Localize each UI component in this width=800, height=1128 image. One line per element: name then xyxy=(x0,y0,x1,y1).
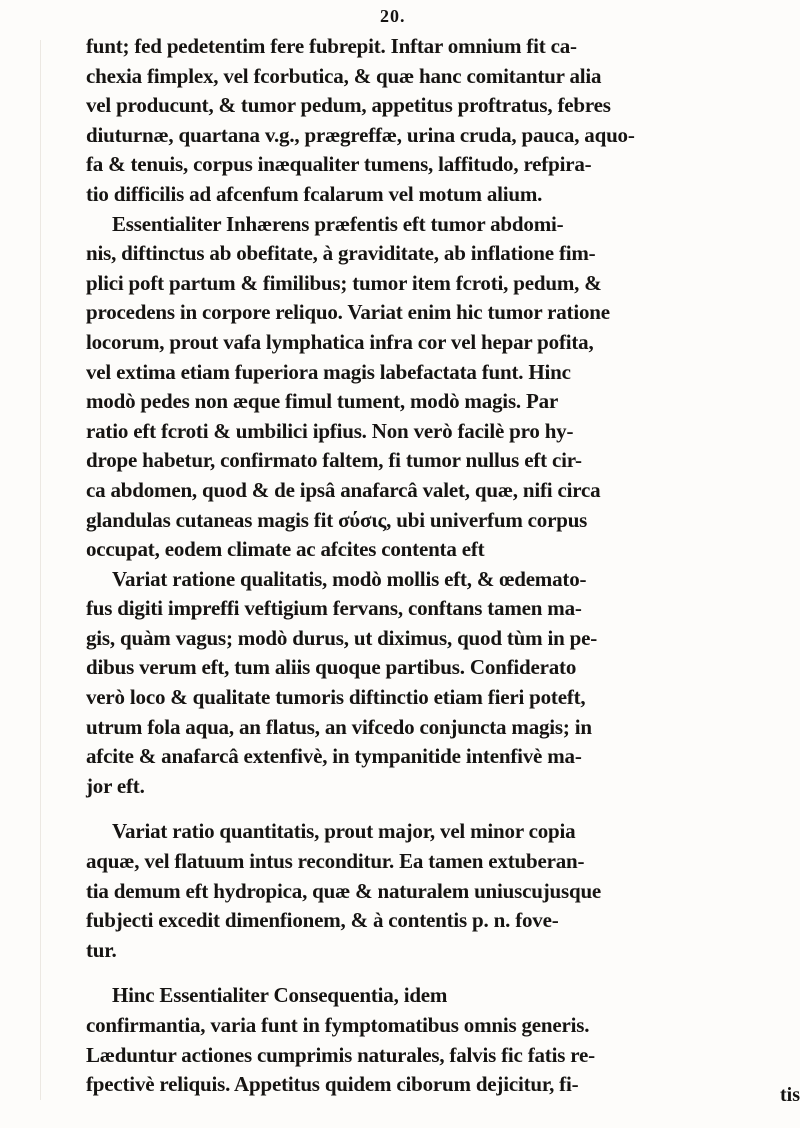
text-line: modò pedes non æque fimul tument, modò magis. Par xyxy=(86,389,559,414)
text-line: fubjecti excedit dimenfionem, & à contentis p. n. fove- xyxy=(86,908,559,933)
text-line: tur. xyxy=(86,937,117,962)
text-line: glandulas cutaneas magis fit σύσις, ubi univerfum corpus xyxy=(86,507,588,532)
text-line: vel extima etiam fuperiora magis labefactata funt. Hinc xyxy=(86,359,571,384)
text-line: plici poft partum & fimilibus; tumor item fcroti, pedum, & xyxy=(86,270,602,295)
text-line: Variat ratio quantitatis, prout major, vel minor copia xyxy=(112,819,576,844)
text-line: Variat ratione qualitatis, modò mollis eft, & œdemato- xyxy=(112,566,587,591)
text-line: drope habetur, confirmato faltem, fi tumor nullus eft cir- xyxy=(86,448,582,473)
text-line: ca abdomen, quod & de ipsâ anafarcâ valet, quæ, nifi circa xyxy=(86,477,601,502)
text-line: fpectivè reliquis. Appetitus quidem ciborum dejicitur, fi- xyxy=(86,1072,579,1097)
text-line: occupat, eodem climate ac afcites contenta eft xyxy=(86,537,485,562)
text-line: vel producunt, & tumor pedum, appetitus proftratus, febres xyxy=(86,93,611,118)
text-line: procedens in corpore reliquo. Variat enim hic tumor ratione xyxy=(86,300,610,325)
text-line: locorum, prout vafa lymphatica infra cor vel hepar pofita, xyxy=(86,329,594,354)
text-line: Læduntur actiones cumprimis naturales, falvis fic fatis re- xyxy=(86,1042,595,1067)
text-line: afcite & anafarcâ extenfivè, in tympanitide intenfivè ma- xyxy=(86,744,582,769)
text-line: fa & tenuis, corpus inæqualiter tumens, laffitudo, refpira- xyxy=(86,152,592,177)
text-line: gis, quàm vagus; modò durus, ut diximus, quod tùm in pe- xyxy=(86,625,598,650)
text-line: aquæ, vel flatuum intus reconditur. Ea tamen extuberan- xyxy=(86,849,585,874)
body-text xyxy=(72,32,792,1100)
text-line: chexia fimplex, vel fcorbutica, & quæ hanc comitantur alia xyxy=(86,63,602,88)
text-line: tia demum eft hydropica, quæ & naturalem uniuscujusque xyxy=(86,878,602,903)
text-line: diuturnæ, quartana v.g., prægreffæ, urina cruda, pauca, aquo- xyxy=(86,122,635,147)
text-line: utrum fola aqua, an flatus, an vifcedo conjuncta magis; in xyxy=(86,714,592,739)
text-line: jor eft. xyxy=(86,773,145,798)
text-line: fus digiti impreffi veftigium fervans, conftans tamen ma- xyxy=(86,596,582,621)
text-line: Hinc Essentialiter Consequentia, idem xyxy=(112,983,448,1008)
page-edge-shadow xyxy=(40,40,41,1100)
page-number: 20. xyxy=(380,6,406,26)
text-line: funt; fed pedetentim fere fubrepit. Inftar omnium fit ca- xyxy=(86,34,577,58)
text-line: dibus verum eft, tum aliis quoque partibus. Confiderato xyxy=(86,655,577,680)
text-line: tio difficilis ad afcenfum fcalarum vel motum alium. xyxy=(86,181,543,206)
text-line: Essentialiter Inhærens præfentis eft tumor abdomi- xyxy=(112,211,564,236)
catchword: tis xyxy=(780,1084,800,1106)
text-line: verò loco & qualitate tumoris diftinctio etiam fieri poteft, xyxy=(86,685,586,710)
text-line: nis, diftinctus ab obefitate, à graviditate, ab inflatione fim- xyxy=(86,241,596,266)
text-line: confirmantia, varia funt in fymptomatibus omnis generis. xyxy=(86,1013,590,1037)
text-line: ratio eft fcroti & umbilici ipfius. Non verò facilè pro hy- xyxy=(86,418,574,443)
